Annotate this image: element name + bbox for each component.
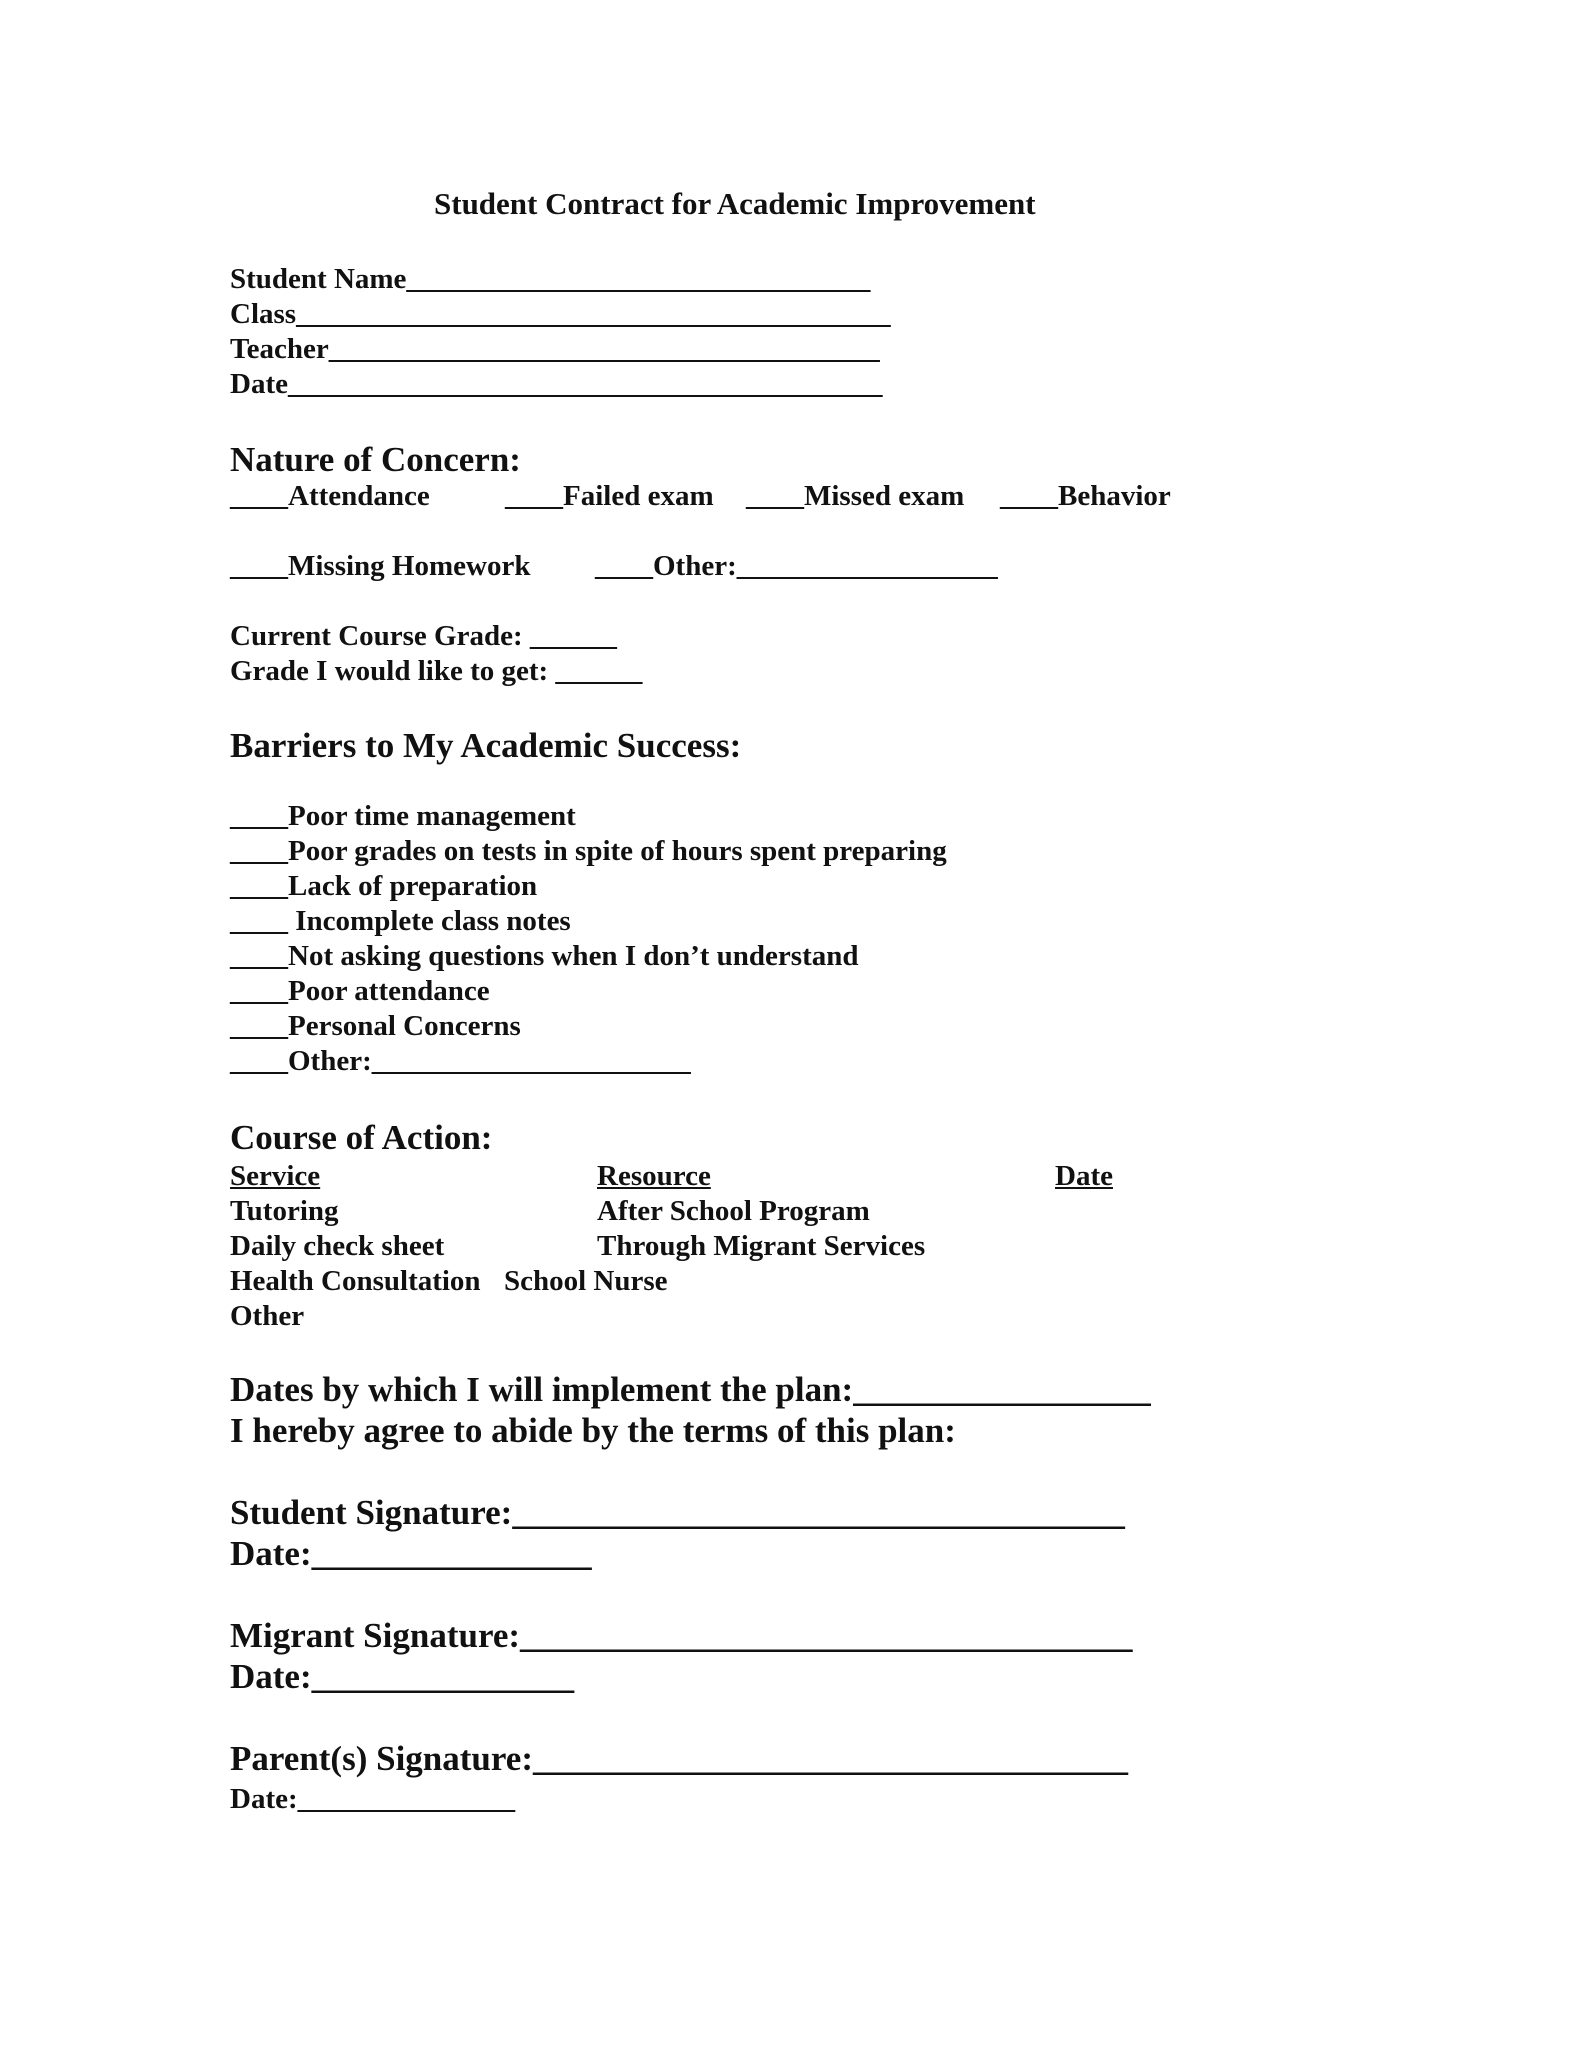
parent-signature-line[interactable]: Parent(s) Signature:__________________________________ xyxy=(230,1739,1128,1778)
action-service: Daily check sheet xyxy=(230,1230,445,1262)
concern-failed-exam[interactable]: ____Failed exam xyxy=(505,480,714,512)
action-heading: Course of Action: xyxy=(230,1118,493,1157)
date-field xyxy=(230,370,882,399)
concern-other[interactable]: ____Other:__________________ xyxy=(595,550,998,582)
teacher-label: Teacher xyxy=(230,333,329,365)
barrier-item[interactable]: ____Poor time management xyxy=(230,800,576,832)
barrier-item[interactable]: ____Personal Concerns xyxy=(230,1010,521,1042)
parent-signature-date[interactable]: Date:_______________ xyxy=(230,1783,516,1815)
action-service: Health Consultation xyxy=(230,1265,481,1297)
action-service: Other xyxy=(230,1300,305,1332)
student-signature-date[interactable]: Date:________________ xyxy=(230,1534,592,1573)
student-name-field xyxy=(230,265,870,294)
student-signature-line[interactable]: Student Signature:___________________________________ xyxy=(230,1493,1125,1532)
concern-attendance[interactable]: ____Attendance xyxy=(230,480,430,512)
teacher-blank[interactable]: ______________________________________ xyxy=(328,333,880,365)
action-resource: After School Program xyxy=(597,1195,870,1227)
barrier-item[interactable]: ____Lack of preparation xyxy=(230,870,538,902)
page-title: Student Contract for Academic Improvement xyxy=(434,186,1036,221)
action-header-date: Date xyxy=(1055,1160,1113,1192)
action-header-service: Service xyxy=(230,1160,321,1192)
migrant-signature-date[interactable]: Date:_______________ xyxy=(230,1657,575,1696)
current-grade-field[interactable]: Current Course Grade: ______ xyxy=(230,620,617,652)
barrier-item[interactable]: ____Poor attendance xyxy=(230,975,490,1007)
class-field xyxy=(230,300,891,329)
action-service: Tutoring xyxy=(230,1195,339,1227)
action-resource: Through Migrant Services xyxy=(597,1230,926,1262)
action-header-resource: Resource xyxy=(597,1160,711,1192)
plan-dates-line[interactable]: Dates by which I will implement the plan:_________________ xyxy=(230,1370,1151,1409)
barrier-item[interactable]: ____Other:______________________ xyxy=(230,1045,691,1077)
class-label: Class xyxy=(230,298,297,330)
desired-grade-field[interactable]: Grade I would like to get: ______ xyxy=(230,655,643,687)
barrier-item[interactable]: ____Not asking questions when I don’t understand xyxy=(230,940,859,972)
plan-agree-line: I hereby agree to abide by the terms of this plan: xyxy=(230,1411,956,1450)
student-name-blank[interactable]: ________________________________ xyxy=(406,263,871,295)
concern-behavior[interactable]: ____Behavior xyxy=(1000,480,1171,512)
concern-missing-homework[interactable]: ____Missing Homework xyxy=(230,550,531,582)
date-label: Date xyxy=(230,368,288,400)
teacher-field xyxy=(230,335,880,364)
concern-heading: Nature of Concern: xyxy=(230,440,521,479)
student-name-label: Student Name xyxy=(230,263,407,295)
barrier-item[interactable]: ____ Incomplete class notes xyxy=(230,905,571,937)
concern-missed-exam[interactable]: ____Missed exam xyxy=(746,480,965,512)
barriers-heading: Barriers to My Academic Success: xyxy=(230,726,742,765)
action-resource: School Nurse xyxy=(504,1265,668,1297)
class-blank[interactable]: _________________________________________ xyxy=(296,298,891,330)
migrant-signature-line[interactable]: Migrant Signature:___________________________________ xyxy=(230,1616,1133,1655)
date-blank[interactable]: _________________________________________ xyxy=(287,368,883,400)
barrier-item[interactable]: ____Poor grades on tests in spite of hours spent preparing xyxy=(230,835,947,867)
